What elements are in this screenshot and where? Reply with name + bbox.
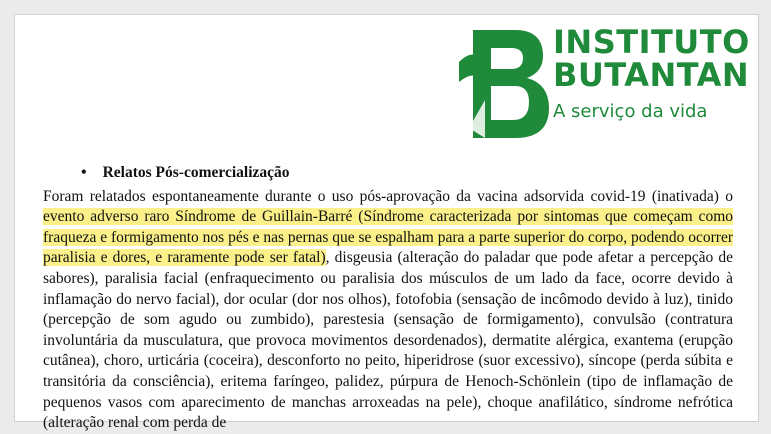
logo-tagline: A serviço da vida <box>553 101 708 122</box>
section-heading-text: Relatos Pós-comercialização <box>102 164 290 181</box>
document-page <box>14 14 759 432</box>
logo-line-instituto: INSTITUTO <box>553 23 750 61</box>
highlighted-text: evento adverso raro Síndrome de Guillain-Barré (Síndrome caracterizada por sintomas que começam como fraqueza e formigamento nos pés e nas pernas que se espalham para a parte superior do corpo, podendo ocorrer paralisia e dores, e raramente pode ser fatal) <box>43 208 733 267</box>
body-paragraph <box>43 187 733 434</box>
logo-line-butantan: BUTANTAN <box>553 56 750 94</box>
document-body <box>43 163 733 434</box>
paragraph-text-after: , disgeusia (alteração do paladar que pode afetar a percepção de sabores), paralisia facial (enfraquecimento ou paralisia dos músculos de um lado da face, ocorre devido à inflamação do nervo facial), dor ocular (dor nos olhos), fotofobia (sensação de incômodo devido à luz), tinido (percepção de som agudo ou zumbido), parestesia (sensação de formigamento), convulsão (contratura involuntária da musculatura, que provoca movimentos desordenados), dermatite alérgica, exantema (erupção cutânea), choro, urticária (coceira), desconforto no peito, hiperidrose (suor excessivo), síncope (perda súbita e transitória da consciência), eritema faríngeo, palidez, púrpura de Henoch-Schönlein (tipo de inflamação de pequenos vasos com aparecimento de manchas arroxeadas na pele), choque anafilático, síndrome nefrótica (alteração renal com perda de <box>43 249 733 432</box>
logo-wordmark <box>553 23 750 124</box>
butantan-emblem-icon <box>455 20 555 145</box>
instituto-butantan-logo <box>455 20 755 150</box>
paragraph-text-before: Foram relatados espontaneamente durante o uso pós-aprovação da vacina adsorvida covid-19 (inativada) o <box>43 187 733 205</box>
section-heading <box>81 163 733 184</box>
bullet-marker: • <box>81 164 87 181</box>
